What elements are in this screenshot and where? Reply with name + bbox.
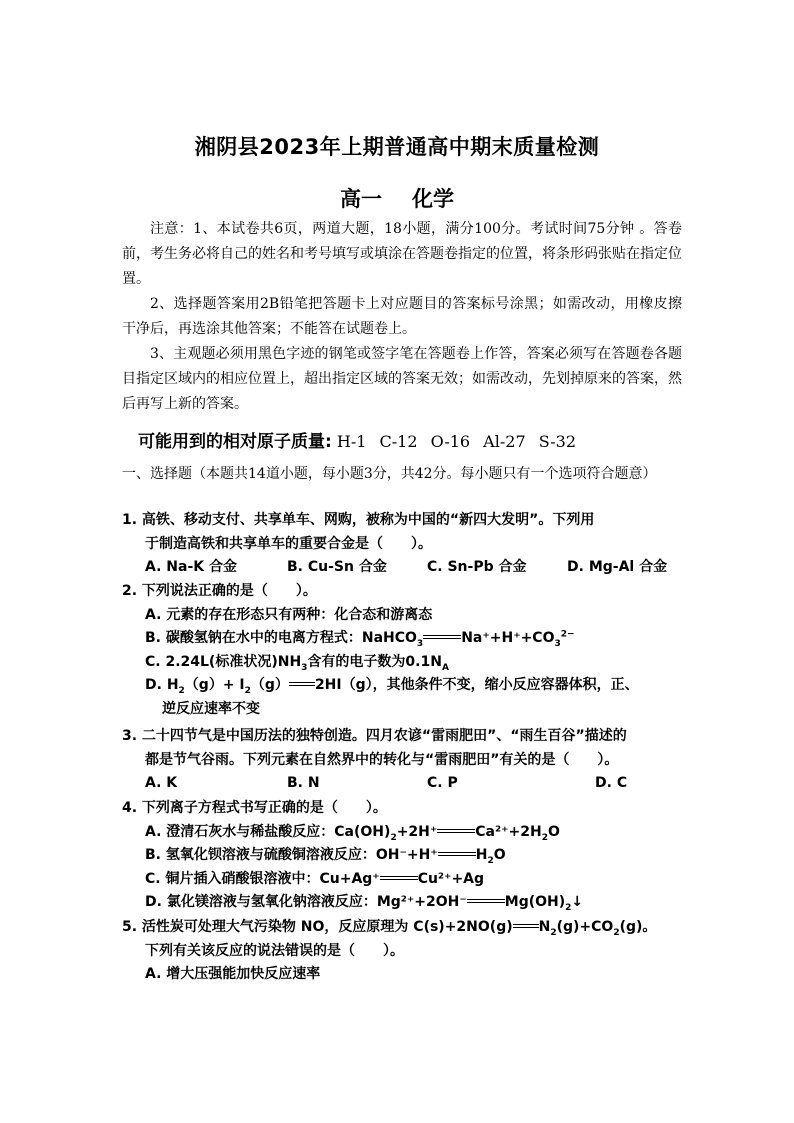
notice-paragraph-3: 3、主观题必须用黑色字迹的钢笔或签字笔在答题卷上作答，答案必须写在答题卷各题目指定区域内的相应位置上，超出指定区域的答案无效；如需改动，先划掉原来的答案，然后再写上新的答案。 [122,346,682,412]
notice-block [122,217,682,417]
q3-option-b: B. N [287,775,320,791]
q2-option-d [122,674,702,698]
q4-option-d-text-2: Mg(OH) [504,894,566,910]
subscript: 2 [390,832,397,843]
subscript: 3 [301,662,308,673]
q4-option-d-text-3: ↓ [571,894,584,910]
notice-paragraph-1: 注意：1、本试卷共6页，两道大题，18小题，满分100分。考试时间75分钟 。答卷前，考生务必将自己的姓名和考号填写或填涂在答题卷指定的位置，将条形码张贴在指定位置。 [122,221,682,287]
q4-option-a-text-2: +2H⁺ [396,823,438,840]
q4-option-c-text: C. 铜片插入硝酸银溶液中：Cu+Ag⁺ [145,870,380,887]
q4-option-b-text-3: O [493,847,506,863]
q4-option-d [122,891,702,915]
q2-option-b-products: Na⁺+H⁺+CO [461,630,555,646]
notice-paragraph-2: 2、选择题答案用2B铅笔把答题卡上对应题目的答案标号涂黑；如需改动，用橡皮擦干净后，再选涂其他答案；不能答在试题卷上。 [122,296,682,337]
grade-label: 高一 [340,187,382,211]
q3-option-a: A. K [145,775,178,791]
q5-stem-text: 5. 活性炭可处理大气污染物 NO，反应原理为 C(s)+2NO(g) [122,919,513,935]
q3-stem-line1: 3. 二十四节气是中国历法的独特创造。四月农谚“雷雨肥田”、“雨生百谷”描述的 [122,728,627,744]
q1-options [122,556,702,580]
q3-option-c: C. P [427,775,458,791]
q5-option-a: A. 增大压强能加快反应速率 [145,966,321,982]
question-4 [122,797,702,915]
atomic-masses-label: 可能用到的相对原子质量: [138,432,332,452]
q2-option-d-text-4: 2HI（g），其他条件不变，缩小反应容器体积，正、 [314,677,639,693]
q4-option-b-text-2: H [475,847,488,863]
q4-option-b [122,844,702,868]
q2-option-c-text: C. 2.24L(标准状况)NH [145,653,302,670]
subscript: 2 [541,832,548,843]
question-1 [122,509,702,580]
q2-option-d-continued: 逆反应速率不变 [162,700,260,717]
q3-stem-line2: 都是节气谷雨。下列元素在自然界中的转化与“雷雨肥田”有关的是（ ）。 [145,751,619,768]
atomic-masses-values: H-1 C-12 O-16 Al-27 S-32 [336,432,577,451]
q5-stem-line2: 下列有关该反应的说法错误的是（ ）。 [145,942,404,959]
q2-option-b [122,627,702,651]
q1-option-d: D. Mg-Al 合金 [567,559,668,575]
q1-stem-line2: 于制造高铁和共享单车的重要合金是（ ）。 [145,535,432,552]
question-5 [122,916,702,987]
subject-label: 化学 [412,187,454,211]
q4-option-b-text: B. 氢氧化钡溶液与硫酸铜溶液反应：OH⁻+H⁺ [145,847,438,863]
q5-stem-text-3: (g)+CO [556,919,614,935]
q1-option-b: B. Cu-Sn 合金 [287,559,387,575]
subscript: 2 [244,685,251,696]
subscript: 2 [613,927,620,938]
q4-option-a-text: A. 澄清石灰水与稀盐酸反应：Ca(OH) [145,823,391,840]
q2-option-a: A. 元素的存在形态只有两种：化合态和游离态 [145,606,433,623]
q2-option-b-text: B. 碳酸氢钠在水中的电离方程式：NaHCO [145,630,417,646]
exam-title: 湘阴县2023年上期普通高中期末质量检测 [194,135,600,159]
superscript: 2− [560,629,575,640]
q2-option-c [122,651,702,675]
q1-option-a: A. Na-K 合金 [145,559,237,575]
q1-stem-line1: 1. 高铁、移动支付、共享单车、网购，被称为中国的“新四大发明”。下列用 [122,512,595,528]
equals-sign [289,680,315,690]
q2-stem: 2. 下列说法正确的是（ ）。 [122,583,317,599]
q2-option-d-text-2: （g）+ I [184,677,245,693]
q3-option-d: D. C [595,775,628,791]
q4-stem: 4. 下列离子方程式书写正确的是（ ）。 [122,800,387,816]
subscript: 2 [487,855,494,866]
equals-sign [513,922,539,932]
subscript: 2 [178,685,185,696]
equals-sign [467,897,505,907]
question-3 [122,725,702,796]
question-2 [122,580,702,721]
q4-option-a [122,821,702,845]
q2-option-c-text-2: 含有的电子数为0.1N [307,653,442,670]
equals-sign [423,633,461,643]
subscript: 2 [550,927,557,938]
q4-option-a-text-3: Ca²⁺+2H [475,823,542,840]
subscript: 3 [554,638,561,649]
subscript: A [441,662,449,673]
q4-option-c [122,868,702,892]
atomic-masses [138,427,576,452]
equals-sign [380,874,418,884]
section-1-heading: 一、选择题（本题共14道小题，每小题3分，共42分。每小题只有一个选项符合题意） [122,466,657,482]
subscript: 3 [416,638,424,649]
q2-option-d-text-3: （g） [250,677,289,693]
q2-option-d-text: D. H [145,677,179,693]
q1-option-c: C. Sn-Pb 合金 [427,559,527,575]
subscript: 2 [565,902,572,913]
equals-sign [438,850,476,860]
q5-stem-line1 [122,916,702,940]
q3-options [122,772,702,796]
equals-sign [437,827,475,837]
q4-option-c-text-2: Cu²⁺+Ag [417,870,485,887]
q5-stem-text-2: N [538,919,551,935]
q5-stem-text-4: (g)。 [619,919,657,935]
q4-option-d-text: D. 氯化镁溶液与氢氧化钠溶液反应：Mg²⁺+2OH⁻ [145,894,467,910]
section-heading [122,462,687,487]
q4-option-a-text-4: O [547,823,560,840]
exam-subtitle [0,183,794,213]
